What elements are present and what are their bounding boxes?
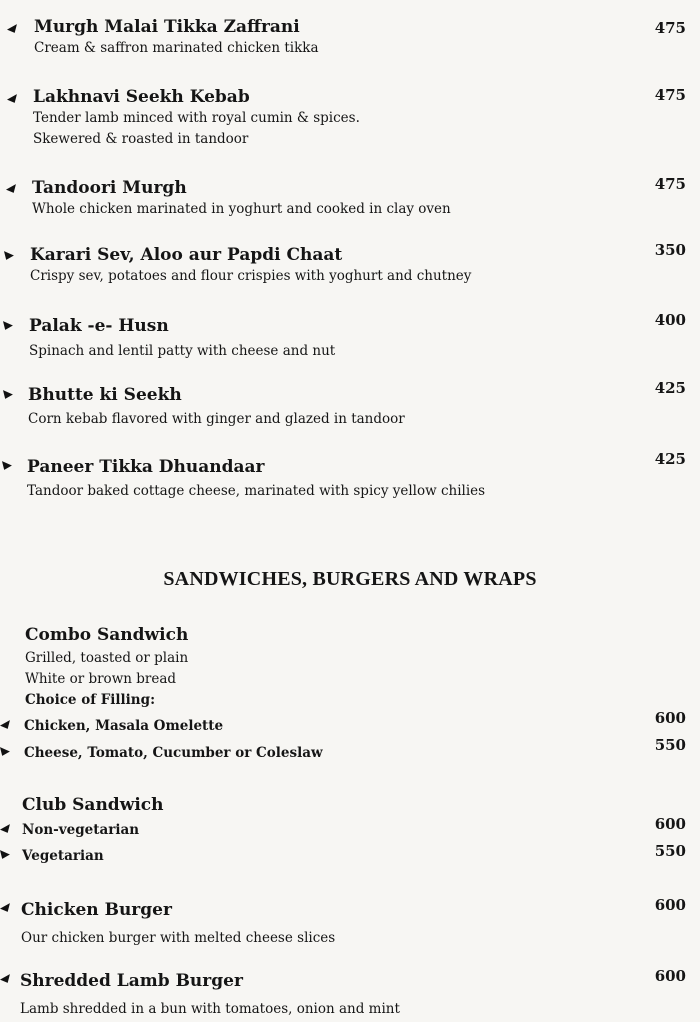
non-veg-icon	[0, 719, 11, 730]
veg-icon	[3, 320, 14, 331]
non-veg-icon	[7, 23, 18, 34]
option-price: 600	[654, 709, 686, 727]
item-description: Crispy sev, potatoes and flour crispies with yoghurt and chutney	[30, 268, 472, 284]
veg-icon	[2, 460, 13, 471]
club-sandwich-title: Club Sandwich	[22, 795, 164, 815]
item-price: 475	[654, 175, 686, 193]
non-veg-icon	[7, 93, 18, 104]
veg-icon	[0, 746, 11, 757]
item-price: 350	[654, 241, 686, 259]
item-description: Lamb shredded in a bun with tomatoes, onion and mint	[20, 1001, 400, 1017]
item-price: 600	[654, 896, 686, 914]
non-veg-icon	[0, 902, 11, 913]
item-description: Our chicken burger with melted cheese slices	[21, 930, 336, 946]
option-label: Non-vegetarian	[22, 822, 140, 838]
combo-sandwich-title: Combo Sandwich	[25, 625, 189, 645]
item-name: Tandoori Murgh	[32, 178, 187, 198]
item-description: Corn kebab flavored with ginger and glazed in tandoor	[28, 411, 405, 427]
lamb-burger-title: Shredded Lamb Burger	[20, 971, 243, 991]
item-name: Bhutte ki Seekh	[28, 385, 182, 405]
option-price: 600	[654, 815, 686, 833]
section-heading: SANDWICHES, BURGERS AND WRAPS	[163, 568, 537, 590]
item-description: Spinach and lentil patty with cheese and nut	[29, 343, 336, 359]
item-name: Palak -e- Husn	[29, 316, 169, 336]
item-description: Tender lamb minced with royal cumin & spices.	[33, 110, 360, 126]
item-name: Murgh Malai Tikka Zaffrani	[34, 17, 300, 37]
veg-icon	[4, 250, 15, 261]
item-price: 425	[654, 379, 686, 397]
item-name: Karari Sev, Aloo aur Papdi Chaat	[30, 245, 343, 265]
chicken-burger-title: Chicken Burger	[21, 900, 172, 920]
item-price: 600	[654, 967, 686, 985]
non-veg-icon	[6, 183, 17, 194]
option-price: 550	[654, 736, 686, 754]
item-price: 475	[654, 86, 686, 104]
item-description: Whole chicken marinated in yoghurt and cooked in clay oven	[32, 201, 451, 217]
item-description: Tandoor baked cottage cheese, marinated with spicy yellow chilies	[27, 483, 486, 499]
non-veg-icon	[0, 823, 11, 834]
item-name: Lakhnavi Seekh Kebab	[33, 87, 250, 107]
item-price: 475	[654, 19, 686, 37]
item-description: Cream & saffron marinated chicken tikka	[34, 40, 319, 56]
option-price: 550	[654, 842, 686, 860]
item-description: Skewered & roasted in tandoor	[33, 131, 249, 147]
non-veg-icon	[0, 973, 11, 984]
option-label: Cheese, Tomato, Cucumber or Coleslaw	[24, 745, 323, 761]
item-name: Paneer Tikka Dhuandaar	[27, 457, 265, 477]
combo-line: White or brown bread	[25, 671, 177, 687]
option-label: Chicken, Masala Omelette	[24, 718, 224, 734]
choice-label: Choice of Filling:	[25, 692, 156, 708]
option-label: Vegetarian	[22, 848, 104, 864]
item-price: 400	[654, 311, 686, 329]
veg-icon	[3, 389, 14, 400]
veg-icon	[0, 849, 11, 860]
item-price: 425	[654, 450, 686, 468]
combo-line: Grilled, toasted or plain	[25, 650, 189, 666]
